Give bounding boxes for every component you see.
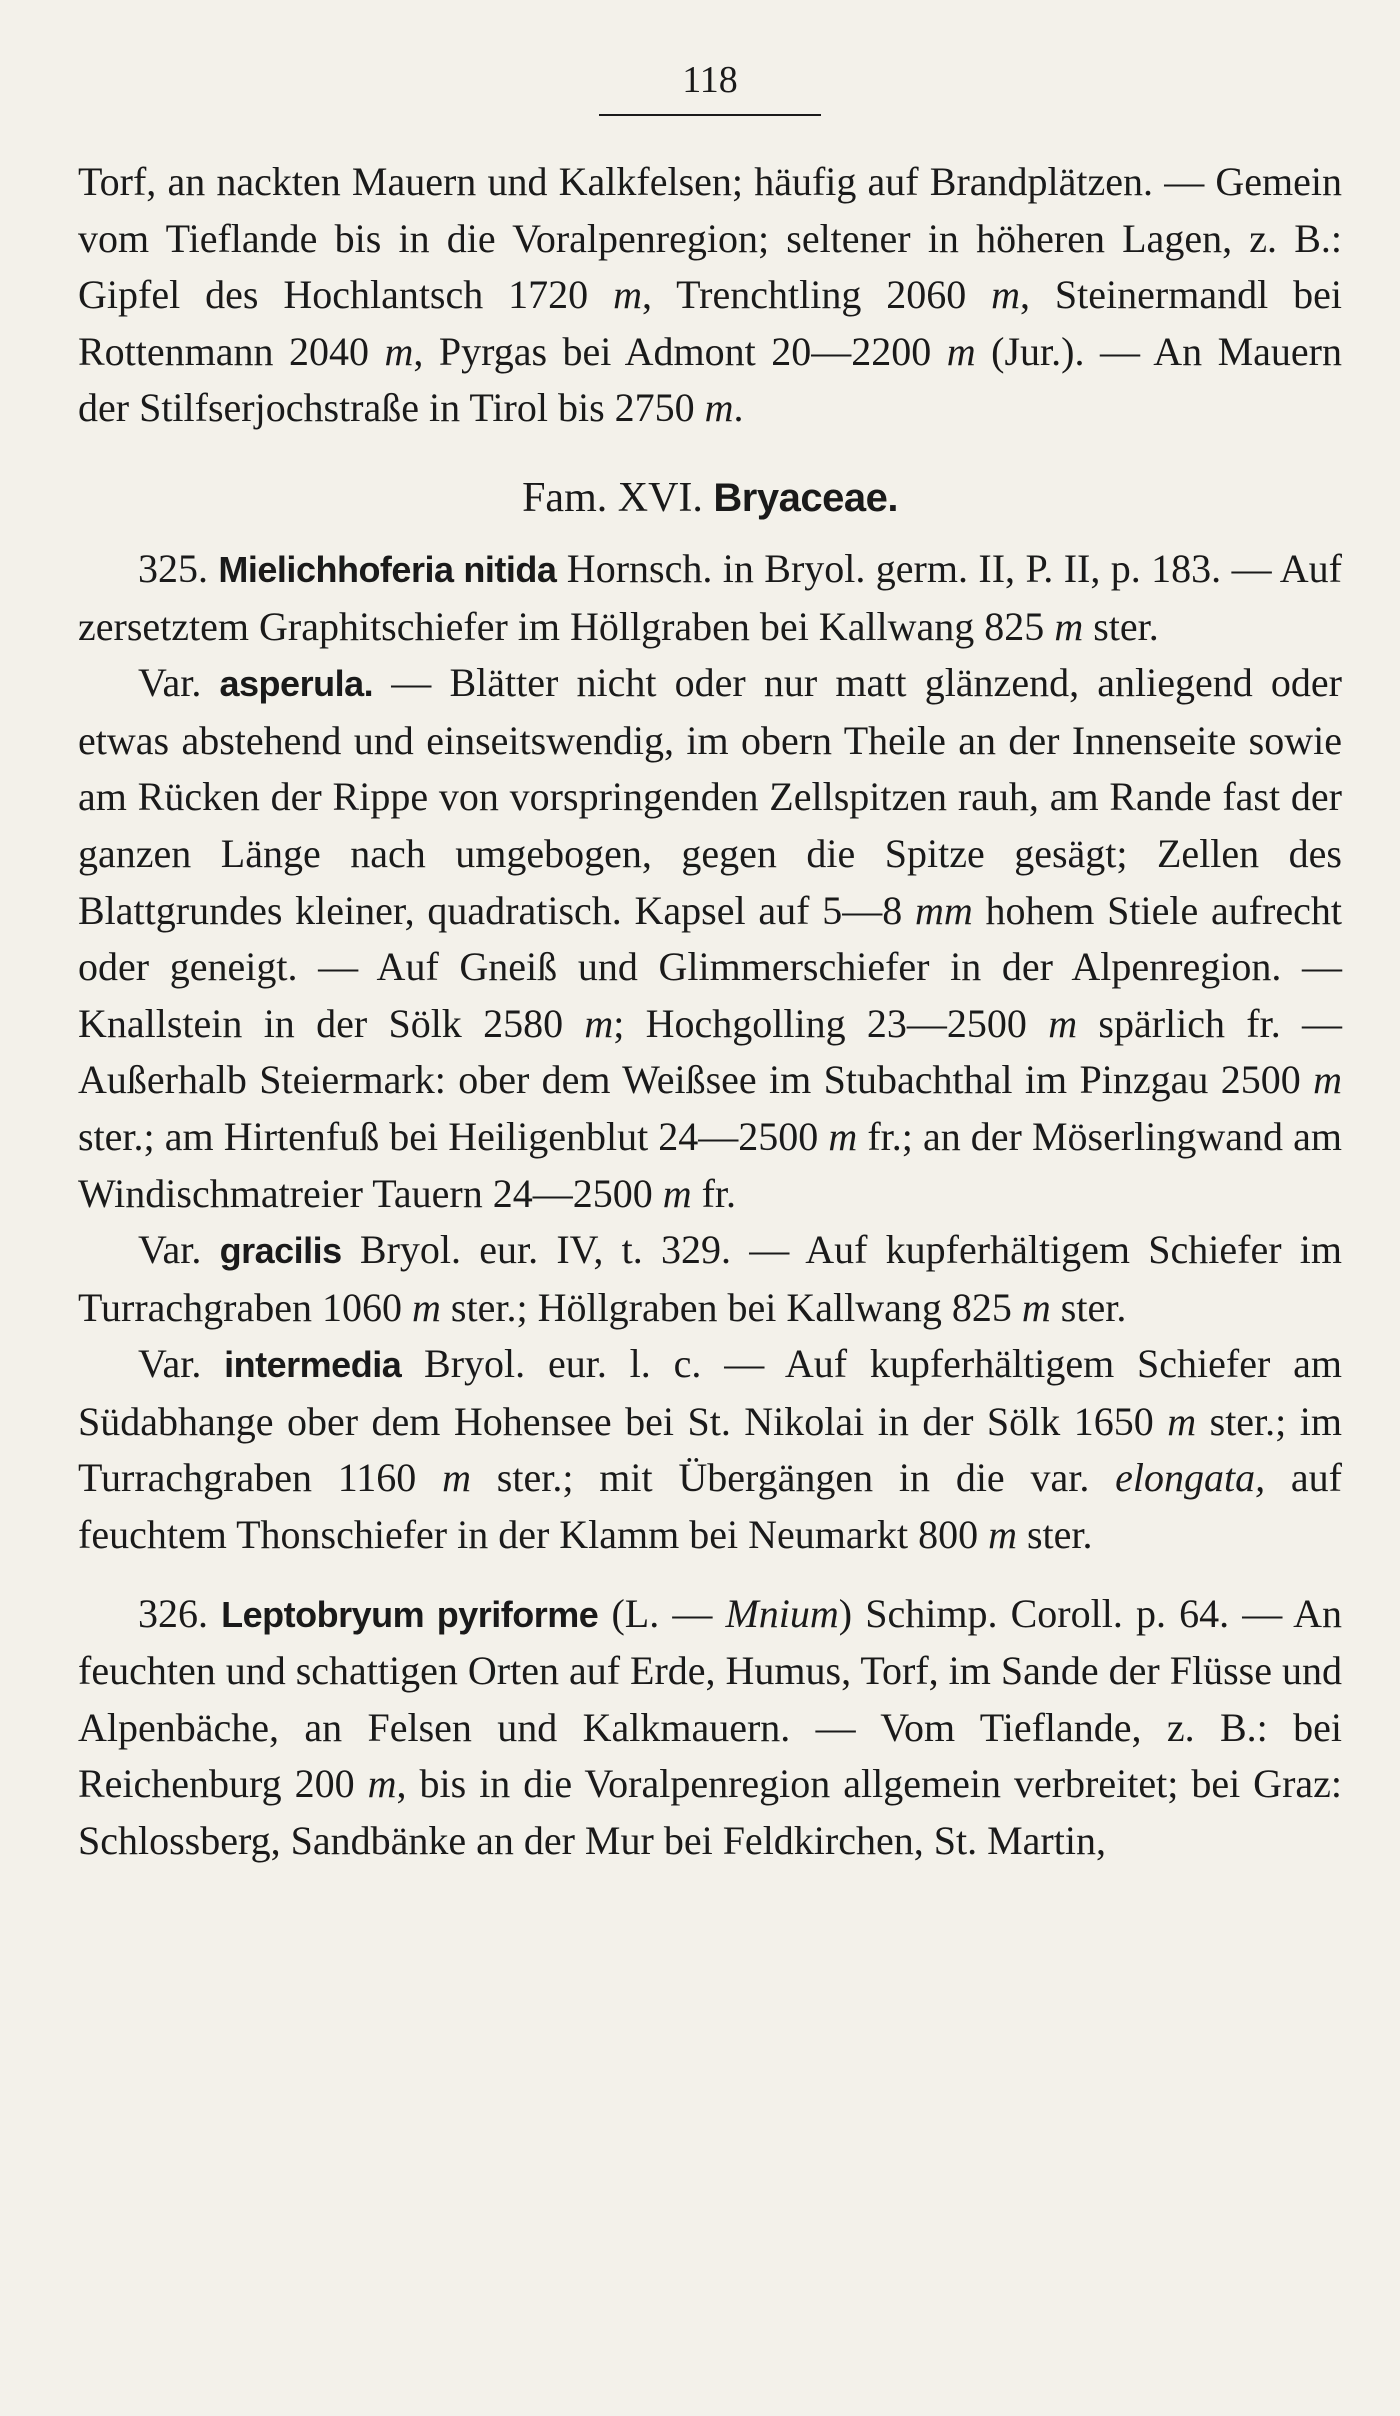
variety-intermedia-entry: Var. intermedia Bryol. eur. l. c. — Auf kupferhältigem Schiefer am Südabhange ober dem Hohensee bei St. Nikolai in der Sölk 1650 m ster.; im Turrachgraben 1160 m ster.; mit Übergängen in die var. elongata, auf feuchtem Thonschiefer in der Klamm bei Neumarkt 800 m ster.	[78, 1341, 1342, 1558]
variety-name: asperula.	[219, 663, 374, 705]
variety-asperula-entry: Var. asperula. — Blätter nicht oder nur matt glänzend, anliegend oder etwas abstehend und einseitswendig, im obern Theile an der Innenseite sowie am Rücken der Rippe von vorspringenden Zellspitzen rauh, am Rande fast der ganzen Länge nach umgebogen, gegen die Spitze gesägt; Zellen des Blattgrundes kleiner, quadratisch. Kapsel auf 5—8 mm hohem Stiele aufrecht oder geneigt. — Auf Gneiß und Glimmerschiefer in der Alpenregion. — Knallstein in der Sölk 2580 m; Hochgolling 23—2500 m spärlich fr. — Außerhalb Steiermark: ober dem Weißsee im Stubachthal im Pinzgau 2500 m ster.; am Hirtenfuß bei Heiligenblut 24—2500 m fr.; an der Möserlingwand am Windischmatreier Tauern 24—2500 m fr.	[78, 660, 1342, 1216]
variety-gracilis-entry: Var. gracilis Bryol. eur. IV, t. 329. — Auf kupferhältigem Schiefer im Turrachgraben 1060 m ster.; Höllgraben bei Kallwang 825 m ster.	[78, 1227, 1343, 1330]
species-number: 325.	[138, 545, 208, 591]
page-number: 118	[682, 59, 738, 101]
variety-name: intermedia	[224, 1344, 402, 1386]
species-326-entry: 326. Leptobryum pyriforme (L. — Mnium) Schimp. Coroll. p. 64. — An feuchten und schattigen Orten auf Erde, Humus, Torf, im Sande der Flüsse und Alpenbäche, an Felsen und Kalkmauern. — Vom Tieflande, z. B.: bei Reichenburg 200 m, bis in die Voralpenregion allgemein verbreitet; bei Graz: Schlossberg, Sandbänke an der Mur bei Feldkirchen, St. Martin,	[78, 1590, 1343, 1864]
intro-paragraph: Torf, an nackten Mauern und Kalkfelsen; häufig auf Brandplätzen. — Gemein vom Tieflande bis in die Voralpenregion; seltener in höheren Lagen, z. B.: Gipfel des Hochlantsch 1720 m, Trenchtling 2060 m, Steinermandl bei Rottenmann 2040 m, Pyrgas bei Admont 20—2200 m (Jur.). — An Mauern der Stilfserjochstraße in Tirol bis 2750 m.	[78, 159, 1342, 431]
species-325-entry: 325. Mielichhoferia nitida Hornsch. in Bryol. germ. II, P. II, p. 183. — Auf zersetztem Graphitschiefer im Höllgraben bei Kallwang 825 m ster.	[78, 545, 1343, 649]
header-rule	[599, 114, 821, 116]
species-number: 326.	[138, 1590, 208, 1636]
family-name: Bryaceae.	[713, 475, 898, 520]
species-name: Mielichhoferia nitida	[218, 548, 557, 590]
family-prefix: Fam. XVI.	[522, 474, 703, 521]
family-heading	[78, 463, 1342, 533]
variety-name: gracilis	[219, 1230, 342, 1272]
species-name: Leptobryum pyriforme	[221, 1593, 599, 1635]
